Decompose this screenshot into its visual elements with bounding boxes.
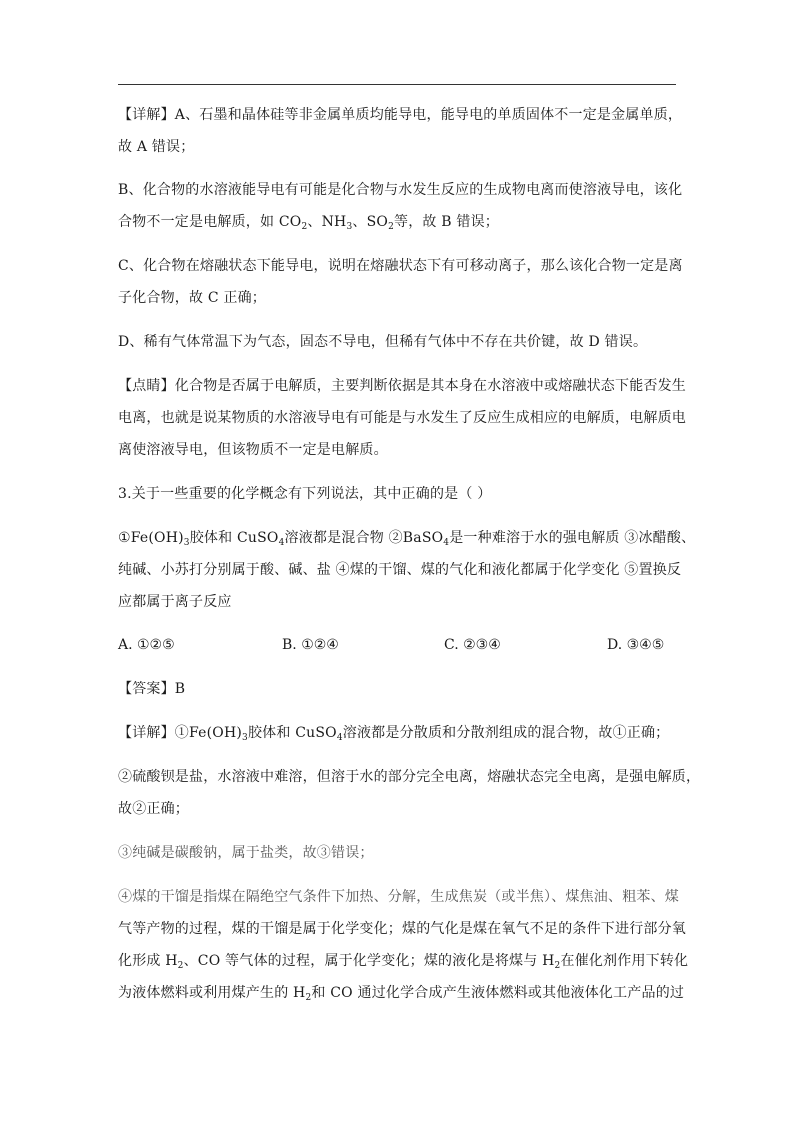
text-line: 子化合物，故 C 正确；	[118, 290, 267, 306]
text-line	[118, 723, 669, 743]
text-line: B、化合物的水溶液能导电有可能是化合物与水发生反应的生成物电离而使溶液导电，该化	[118, 182, 683, 198]
text-run: 等，故 B 错误；	[394, 214, 499, 230]
text-line: 故②正确；	[118, 801, 189, 817]
subscript: 2	[301, 222, 308, 232]
text-line: ②硫酸钡是盐，水溶液中难溶，但溶于水的部分完全电离，熔融状态完全电离，是强电解质，	[118, 769, 701, 785]
subscript: 2	[177, 961, 184, 971]
text-line: 气等产物的过程，煤的干馏是属于化学变化；煤的气化是煤在氧气不足的条件下进行部分氧	[118, 921, 686, 937]
text-line: 电离，也就是说某物质的水溶液导电有可能是与水发生了反应生成相应的电解质，电解质电	[118, 410, 686, 426]
option-a: A. ①②⑤	[118, 637, 175, 653]
subscript: 3	[183, 538, 190, 548]
text-line	[118, 983, 684, 1003]
text-run: 胶体和 CuSO	[189, 530, 279, 546]
text-line: 应都属于离子反应	[118, 594, 232, 610]
subscript: 2	[305, 993, 312, 1003]
text-run: 、CO 等气体的过程，属于化学变化；煤的液化是将煤与 H	[183, 953, 555, 969]
text-run: 为液体燃料或利用煤产生的 H	[118, 985, 306, 1001]
subscript: 3	[242, 733, 248, 743]
text-line: 纯碱、小苏打分别属于酸、碱、盐 ④煤的干馏、煤的气化和液化都属于化学变化 ⑤置换反	[118, 562, 682, 578]
text-run: 【详解】①Fe(OH)	[118, 725, 243, 741]
question-stem: 3.关于一些重要的化学概念有下列说法，其中正确的是（ ）	[118, 486, 492, 502]
answer-label: 【答案】B	[118, 681, 186, 697]
option-d: D. ③④⑤	[607, 637, 665, 653]
text-run: 溶液都是分散质和分散剂组成的混合物，故①正确；	[342, 725, 670, 741]
text-line	[118, 528, 695, 548]
text-line: ③纯碱是碳酸钠，属于盐类，故③错误；	[118, 845, 374, 861]
text-run: 是一种难溶于水的强电解质 ③冰醋酸、	[449, 530, 696, 546]
option-c: C. ②③④	[444, 637, 501, 653]
text-line: 【详解】A、石墨和晶体硅等非金属单质均能导电，能导电的单质固体不一定是金属单质，	[118, 107, 683, 123]
text-run: 、NH	[307, 214, 347, 230]
text-run: 、SO	[352, 214, 389, 230]
subscript: 4	[336, 733, 343, 743]
text-line: 【点睛】化合物是否属于电解质，主要判断依据是其本身在水溶液中或熔融状态下能否发生	[118, 378, 686, 394]
text-run: 合物不一定是电解质，如 CO	[118, 214, 302, 230]
text-run: 胶体和 CuSO	[247, 725, 337, 741]
text-run: ①Fe(OH)	[118, 530, 184, 546]
text-line: D、稀有气体常温下为气态，固态不导电，但稀有气体中不存在共价键，故 D 错误。	[118, 334, 648, 350]
text-run: 溶液都是混合物 ②BaSO	[284, 530, 444, 546]
header-rule	[118, 84, 676, 85]
subscript: 4	[278, 538, 285, 548]
option-b: B. ①②④	[282, 637, 339, 653]
text-line: 离使溶液导电，但该物质不一定是电解质。	[118, 442, 388, 458]
text-run: 化形成 H	[118, 953, 178, 969]
subscript: 2	[554, 961, 561, 971]
subscript: 2	[388, 222, 394, 232]
text-line	[118, 951, 688, 971]
text-run: 在催化剂作用下转化	[560, 953, 689, 969]
text-line: ④煤的干馏是指煤在隔绝空气条件下加热、分解，生成焦炭（或半焦）、煤焦油、粗苯、煤	[118, 889, 679, 905]
text-run: 和 CO 通过化学合成产生液体燃料或其他液体化工产品的过	[311, 985, 685, 1001]
subscript: 4	[443, 538, 450, 548]
subscript: 3	[346, 222, 353, 232]
text-line: C、化合物在熔融状态下能导电，说明在熔融状态下有可移动离子，那么该化合物一定是离	[118, 258, 683, 274]
text-line	[118, 212, 499, 232]
text-line: 故 A 错误；	[118, 139, 195, 155]
